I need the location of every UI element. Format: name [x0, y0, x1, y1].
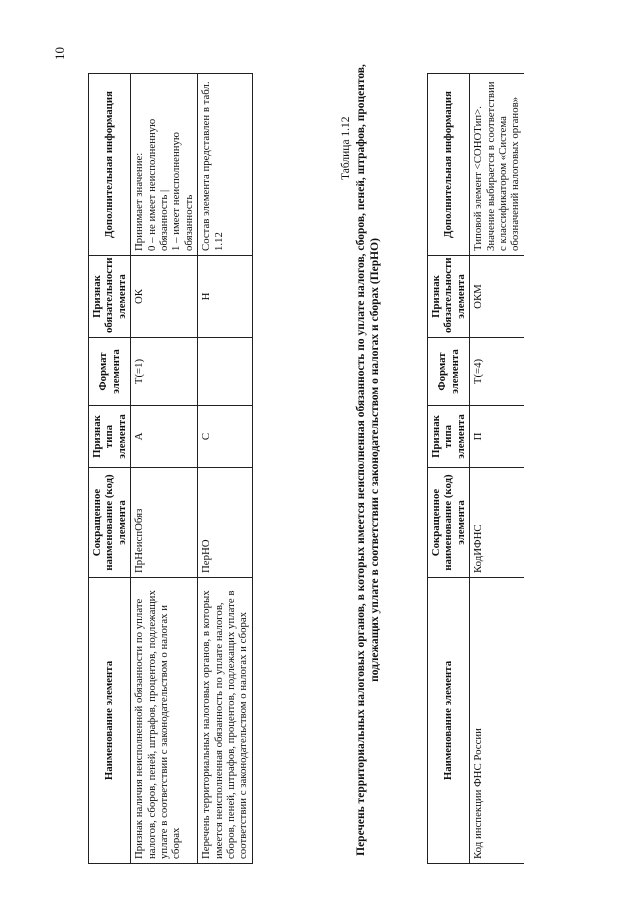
header-cell: Признак обязательности элемента	[89, 256, 131, 338]
header-cell: Признак типа элемента	[89, 406, 131, 468]
element-type-cell: А	[131, 406, 198, 468]
element-format-cell: Т(=1)	[131, 338, 198, 406]
element-code-cell: ПерНО	[198, 468, 253, 578]
table-row	[470, 74, 524, 864]
element-name-cell: Код инспекции ФНС России	[470, 578, 524, 864]
table-label: Таблица 1.12	[340, 116, 352, 180]
element-code-cell: ПрНеиспОбяз	[131, 468, 198, 578]
header-cell: Формат элемента	[89, 338, 131, 406]
element-info-cell: Состав элемента представлен в табл. 1.12	[198, 74, 253, 256]
element-required-cell: ОКМ	[470, 256, 524, 338]
header-cell: Дополнительная информация	[428, 74, 470, 256]
element-required-cell: ОК	[131, 256, 198, 338]
header-cell: Наименование элемента	[89, 578, 131, 864]
elements-table	[88, 73, 253, 864]
tax-authorities-table	[427, 73, 524, 864]
header-cell: Наименование элемента	[428, 578, 470, 864]
element-type-cell: С	[198, 406, 253, 468]
table-header-row	[428, 74, 470, 864]
table-title: Перечень территориальных налоговых органов, в которых имеется неисполненная обязанность по уплате налогов, сборов, пеней, штрафов, процентов, подлежащих уплате в соответствии с законодательством о налогах и сборах (ПерНО)	[355, 64, 382, 856]
element-required-cell: Н	[198, 256, 253, 338]
header-cell: Сокращенное наименование (код) элемента	[89, 468, 131, 578]
element-code-cell: КодИФНС	[470, 468, 524, 578]
element-type-cell: П	[470, 406, 524, 468]
header-cell: Сокращенное наименование (код) элемента	[428, 468, 470, 578]
element-name-cell: Признак наличия неисполненной обязанности по уплате налогов, сборов, пеней, штрафов, процентов, подлежащих уплате в соответствии с законодательством о налогах и сборах	[131, 578, 198, 864]
element-format-cell	[198, 338, 253, 406]
page-number: 10	[52, 47, 67, 60]
table-header-row	[89, 74, 131, 864]
table-row	[198, 74, 253, 864]
header-cell: Дополнительная информация	[89, 74, 131, 256]
rotated-page	[0, 20, 640, 880]
table-row	[131, 74, 198, 864]
element-name-cell: Перечень территориальных налоговых органов, в которых имеется неисполненная обязанность по уплате налогов, сборов, пеней, штрафов, процентов, подлежащих уплате в соответствии с законодательством о налогах и сборах	[198, 578, 253, 864]
element-format-cell: Т(=4)	[470, 338, 524, 406]
header-cell: Формат элемента	[428, 338, 470, 406]
element-info-cell: Типовой элемент <СОНОТип>. Значение выбирается в соответствии с классификатором «Система обозначений налоговых органов»	[470, 74, 524, 256]
header-cell: Признак типа элемента	[428, 406, 470, 468]
header-cell: Признак обязательности элемента	[428, 256, 470, 338]
element-info-cell: Принимает значение: 0 – не имеет неисполненную обязанность | 1 – имеет неисполненную обязанность	[131, 74, 198, 256]
